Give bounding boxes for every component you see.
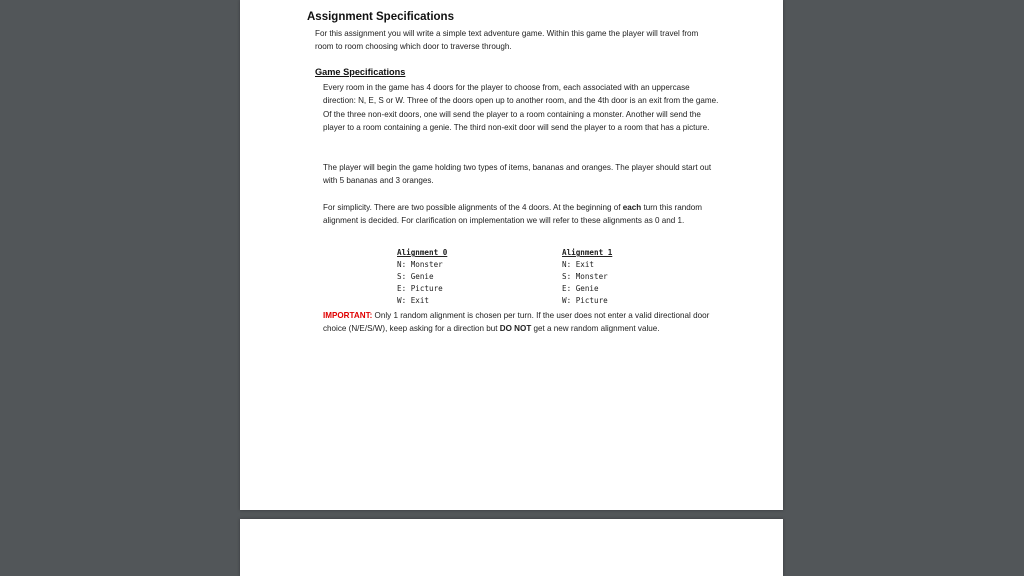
alignment-1-header: Alignment 1 — [562, 248, 613, 257]
page-title: Assignment Specifications — [307, 11, 454, 23]
alignment-0-block — [397, 247, 447, 307]
document-page-1 — [240, 0, 783, 510]
alignment-1-row: W: Picture — [562, 296, 608, 306]
alignment-0-row: W: Exit — [397, 296, 430, 306]
alignments-paragraph — [323, 201, 723, 228]
alignments-bold-each: each — [622, 203, 642, 212]
important-bold-do-not: DO NOT — [499, 324, 532, 334]
alignments-text-1: For simplicity. There are two possible alignments of the 4 doors. At the beginning of — [323, 203, 623, 212]
alignment-1-block — [562, 247, 612, 307]
items-paragraph: The player will begin the game holding two types of items, bananas and oranges. The player should start out with 5 bananas and 3 oranges. — [323, 163, 712, 186]
important-text-2: get a new random alignment value. — [531, 324, 660, 334]
alignment-1-row: N: Exit — [562, 260, 595, 270]
alignment-1-row: E: Genie — [562, 284, 599, 294]
important-text-1: Only 1 random alignment is chosen per turn. If the user does not enter a valid directional door choice (N/E/S/W), keep asking for a direction but — [323, 311, 710, 334]
rooms-paragraph: Every room in the game has 4 doors for the player to choose from, each associated with an uppercase direction: N, E, S or W. Three of the doors open up to another room, and the 4th door is an exit from the game. Of the three non-exit doors, one will send the player to a room containing a monster. Another will send the player to a room containing a genie. The third non-exit door will send the player to a room that has a picture. — [323, 83, 719, 132]
alignment-0-row: S: Genie — [397, 272, 434, 282]
alignment-0-row: N: Monster — [397, 260, 443, 270]
important-paragraph — [323, 309, 723, 336]
alignments-text-2: turn this random alignment is decided. For clarification on implementation we will refer to these alignments as 0 and 1. — [323, 203, 702, 226]
document-page-2 — [240, 519, 783, 576]
alignment-1-row: S: Monster — [562, 272, 608, 282]
important-label: IMPORTANT: — [323, 311, 373, 320]
game-specifications-heading: Game Specifications — [315, 67, 406, 77]
intro-paragraph: For this assignment you will write a simple text adventure game. Within this game the player will travel from room to room choosing which door to traverse through. — [315, 29, 699, 52]
alignment-0-header: Alignment 0 — [397, 248, 448, 257]
alignment-0-row: E: Picture — [397, 284, 443, 294]
